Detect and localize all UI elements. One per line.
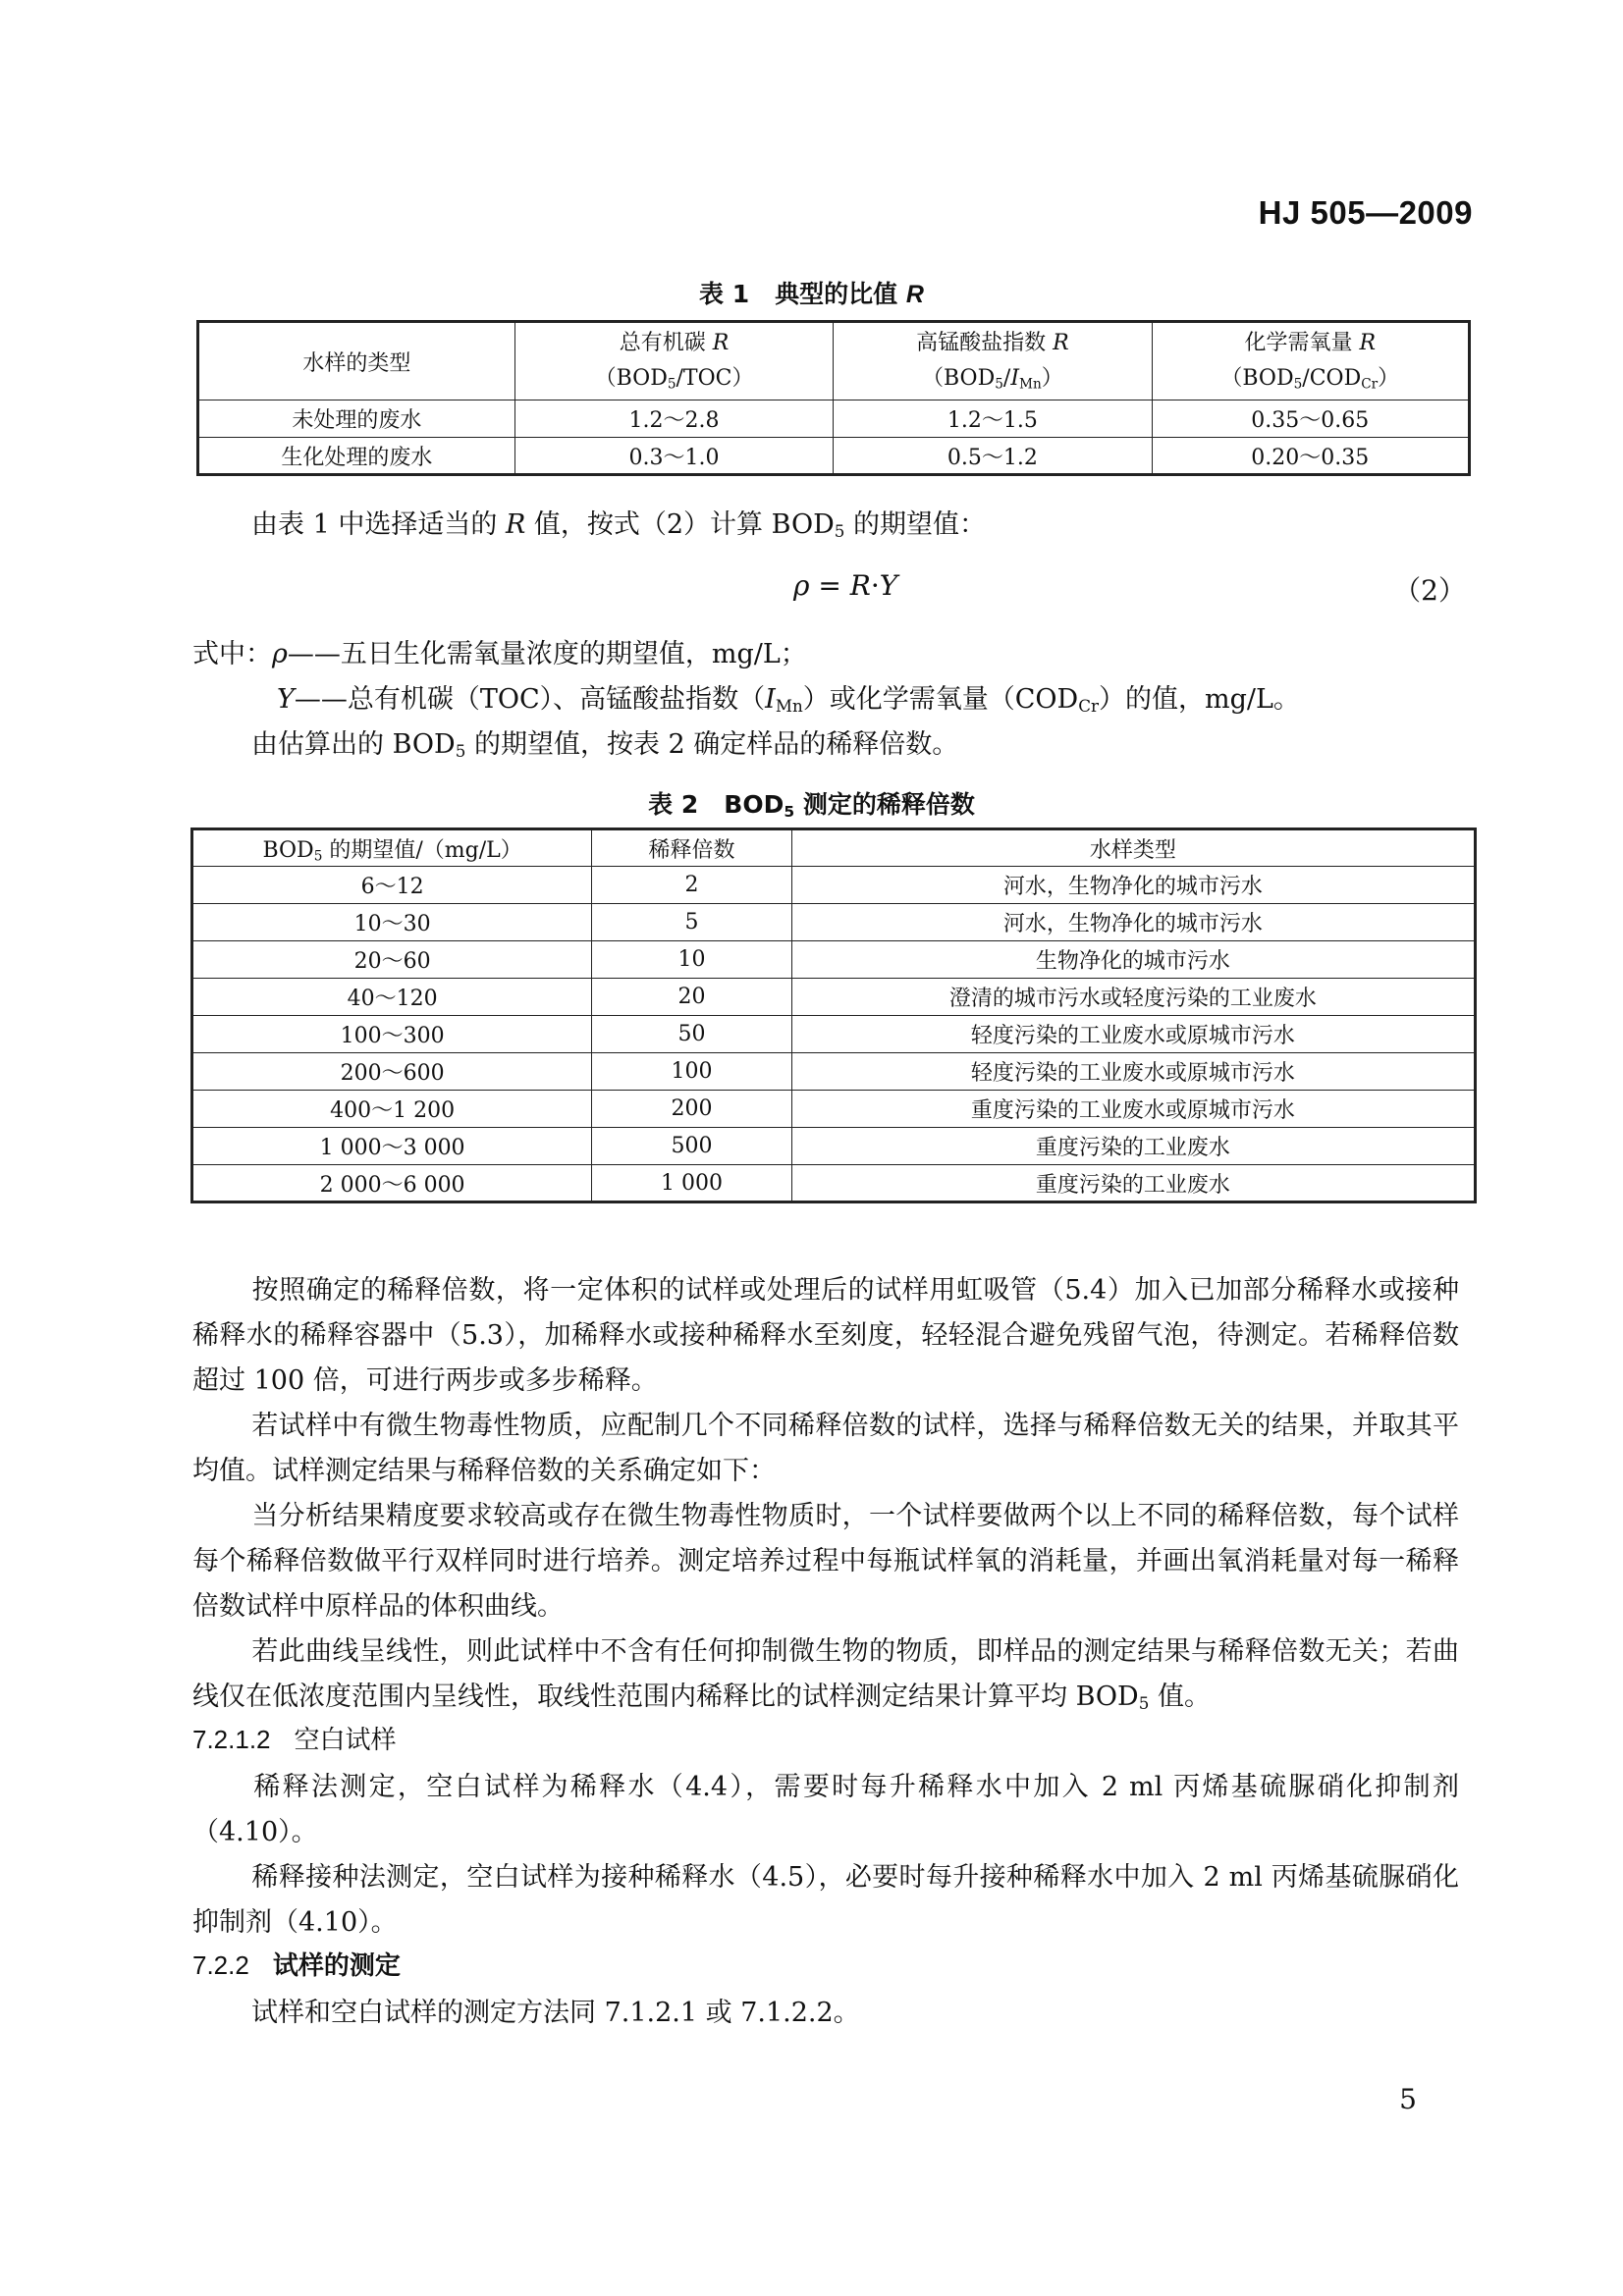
table2-cell: 100～300 bbox=[192, 1016, 592, 1053]
table1-cell: 0.3～1.0 bbox=[514, 438, 833, 475]
table1-cell: 未处理的废水 bbox=[198, 400, 515, 438]
table2-cell: 2 000～6 000 bbox=[192, 1165, 592, 1202]
table1-caption-symbol: R bbox=[905, 281, 924, 308]
table1-header-row bbox=[198, 322, 1470, 400]
table2-caption bbox=[0, 785, 1623, 821]
table2-caption-prefix: 表 2 bbox=[648, 790, 699, 819]
table2-row bbox=[192, 1053, 1476, 1091]
paragraph-precision: 当分析结果精度要求较高或存在微生物毒性物质时，一个试样要做两个以上不同的稀释倍数，每个试样每个稀释倍数做平行双样同时进行培养。测定培养过程中每瓶试样氧的消耗量，并画出氧消耗量对每一稀释倍数试样中原样品的体积曲线。 bbox=[192, 1501, 1459, 1622]
section-number: 7.2.2 bbox=[192, 1950, 249, 1980]
section-heading-blank-sample bbox=[192, 1720, 397, 1756]
document-code: HJ 505—2009 bbox=[1258, 194, 1473, 231]
table2-row bbox=[192, 1016, 1476, 1053]
table1-cell: 0.20～0.35 bbox=[1152, 438, 1469, 475]
table1-caption bbox=[0, 275, 1623, 310]
table2-cell: 100 bbox=[592, 1053, 792, 1091]
table1-header-cell: 高锰酸盐指数 R $(BOD_5/I_{Mn})$ bbox=[834, 322, 1152, 400]
table2-cell: 40～120 bbox=[192, 979, 592, 1016]
paragraph-toxic-substances: 若试样中有微生物毒性物质，应配制几个不同稀释倍数的试样，选择与稀释倍数无关的结果，并取其平均值。试样测定结果与稀释倍数的关系确定如下： bbox=[192, 1411, 1459, 1486]
table2-cell: 500 bbox=[592, 1128, 792, 1165]
section-heading-sample-measurement bbox=[192, 1946, 401, 1982]
table2-row bbox=[192, 941, 1476, 979]
table2-row bbox=[192, 1128, 1476, 1165]
table2-header-cell: $BOD_5$ 的期望值/（mg/L） bbox=[192, 829, 592, 867]
formula-number: （2） bbox=[1393, 574, 1466, 607]
table2-cell: 轻度污染的工业废水或原城市污水 bbox=[791, 1016, 1475, 1053]
table2-header-cell: 水样类型 bbox=[791, 829, 1475, 867]
table2-cell: 河水，生物净化的城市污水 bbox=[791, 867, 1475, 904]
table2-cell: 20 bbox=[592, 979, 792, 1016]
table1-caption-text: 典型的比值 bbox=[775, 280, 906, 308]
table2-cell: 生物净化的城市污水 bbox=[791, 941, 1475, 979]
page-number: 5 bbox=[1399, 2083, 1417, 2115]
table2-cell: 10～30 bbox=[192, 904, 592, 941]
section-title: 空白试样 bbox=[294, 1726, 397, 1755]
table1-header-cell: 总有机碳 R $(BOD_5/TOC)$ bbox=[514, 322, 833, 400]
paragraph-dilution-procedure: 按照确定的稀释倍数，将一定体积的试样或处理后的试样用虹吸管（5.4）加入已加部分稀释水或接种稀释水的稀释容器中（5.3），加稀释水或接种稀释水至刻度，轻轻混合避免残留气泡，待测定。若稀释倍数超过 100 倍，可进行两步或多步稀释。 bbox=[192, 1275, 1459, 1396]
table2-header-cell: 稀释倍数 bbox=[592, 829, 792, 867]
table1-cell: 1.2～1.5 bbox=[834, 400, 1152, 438]
table1-header-cell: 化学需氧量 R $(BOD_5/COD_{Cr})$ bbox=[1152, 322, 1469, 400]
table2-cell: 重度污染的工业废水或原城市污水 bbox=[791, 1091, 1475, 1128]
table2-cell: 5 bbox=[592, 904, 792, 941]
table1-caption-prefix: 表 1 bbox=[699, 280, 750, 308]
table2-row bbox=[192, 1091, 1476, 1128]
table2 bbox=[190, 828, 1477, 1203]
table2-cell: 400～1 200 bbox=[192, 1091, 592, 1128]
paragraph-estimate: 由估算出的 $BOD_5$ 的期望值，按表 2 确定样品的稀释倍数。 bbox=[251, 729, 959, 762]
section-title: 试样的测定 bbox=[272, 1951, 401, 1981]
table1-cell: 0.35～0.65 bbox=[1152, 400, 1469, 438]
table2-cell: 1 000～3 000 bbox=[192, 1128, 592, 1165]
table1-header-cell: 水样的类型 bbox=[198, 322, 515, 400]
table1-cell: 1.2～2.8 bbox=[514, 400, 833, 438]
table1-row bbox=[198, 438, 1470, 475]
table1-row bbox=[198, 400, 1470, 438]
table2-row bbox=[192, 867, 1476, 904]
table2-cell: 重度污染的工业废水 bbox=[791, 1128, 1475, 1165]
table2-cell: 澄清的城市污水或轻度污染的工业废水 bbox=[791, 979, 1475, 1016]
table2-cell: 1 000 bbox=[592, 1165, 792, 1202]
table1 bbox=[196, 320, 1471, 476]
table2-cell: 200 bbox=[592, 1091, 792, 1128]
table2-cell: 重度污染的工业废水 bbox=[791, 1165, 1475, 1202]
table2-cell: 20～60 bbox=[192, 941, 592, 979]
formula: ρ = R·Y bbox=[793, 569, 898, 602]
table1-cell: 0.5～1.2 bbox=[834, 438, 1152, 475]
section-number: 7.2.1.2 bbox=[192, 1725, 271, 1754]
table2-cell: 2 bbox=[592, 867, 792, 904]
table2-cell: 河水，生物净化的城市污水 bbox=[791, 904, 1475, 941]
where-line-rho: 式中：ρ——五日生化需氧量浓度的期望值，mg/L； bbox=[192, 639, 807, 669]
table1-cell: 生化处理的废水 bbox=[198, 438, 515, 475]
table2-header-row bbox=[192, 829, 1476, 867]
paragraph-select-r: 由表 1 中选择适当的 R 值，按式（2）计算 $BOD_5$ 的期望值： bbox=[251, 509, 986, 542]
where-line-y: Y——总有机碳（TOC）、高锰酸盐指数$(I_{Mn})$或化学需氧量$(COD_{Cr})$的值，mg/L。 bbox=[277, 684, 1300, 717]
paragraph-measurement-method: 试样和空白试样的测定方法同 7.1.2.1 或 7.1.2.2。 bbox=[251, 1998, 860, 2028]
table2-cell: 200～600 bbox=[192, 1053, 592, 1091]
table2-row bbox=[192, 1165, 1476, 1202]
paragraph-seeded-blank: 稀释接种法测定，空白试样为接种稀释水（4.5），必要时每升接种稀释水中加入 2 ml 丙烯基硫脲硝化抑制剂（4.10）。 bbox=[192, 1862, 1459, 1938]
paragraph-linearity: 若此曲线呈线性，则此试样中不含有任何抑制微生物的物质，即样品的测定结果与稀释倍数无关；若曲线仅在低浓度范围内呈线性，取线性范围内稀释比的试样测定结果计算平均 $BOD_5$ 值。 bbox=[192, 1636, 1459, 1714]
table2-row bbox=[192, 904, 1476, 941]
table2-cell: 6～12 bbox=[192, 867, 592, 904]
table2-cell: 轻度污染的工业废水或原城市污水 bbox=[791, 1053, 1475, 1091]
table2-cell: 10 bbox=[592, 941, 792, 979]
table2-cell: 50 bbox=[592, 1016, 792, 1053]
table2-row bbox=[192, 979, 1476, 1016]
paragraph-dilution-blank: 稀释法测定，空白试样为稀释水（4.4），需要时每升稀释水中加入 2 ml 丙烯基硫脲硝化抑制剂（4.10）。 bbox=[192, 1772, 1459, 1847]
table2-caption-text: $BOD_5$ 测定的稀释倍数 bbox=[724, 790, 975, 821]
